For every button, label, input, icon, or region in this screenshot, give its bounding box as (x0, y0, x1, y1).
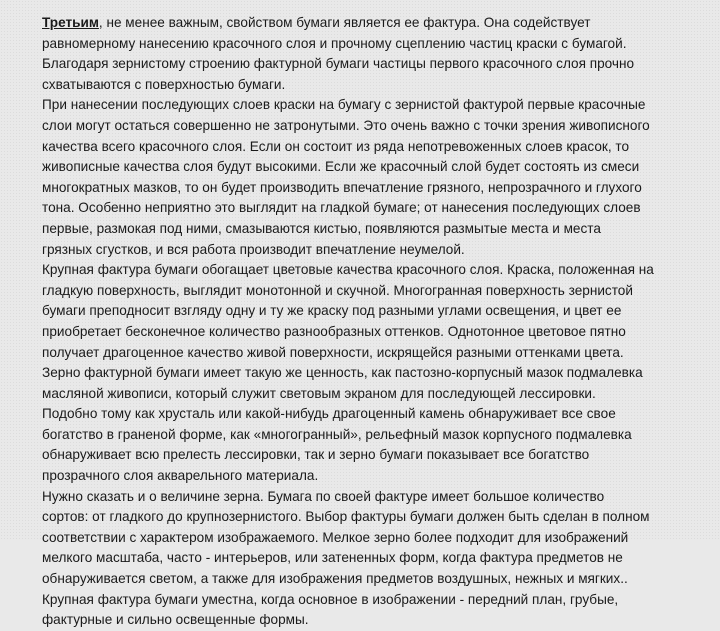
text-line: приобретает бесконечное количество разнообразных оттенков. Однотонное цветовое пятно (42, 323, 626, 339)
first-line-text: , не менее важным, свойством бумаги является ее фактура. Она содействует (98, 15, 591, 30)
lead-word: Третьим (42, 15, 99, 30)
text-line: грязных сгустков, и вся работа производит впечатление неумелой. (42, 241, 465, 257)
text-line: Зерно фактурной бумаги имеет такую же ценность, как пастозно-корпусный мазок подмалевка (42, 365, 643, 381)
text-line: живописные качества слоя будут высокими. Если же красочный слой будет состоять из смеси (42, 159, 640, 175)
text-lines (42, 34, 712, 631)
text-line: обнаруживает всю прелесть лессировки, так и зерно бумаги показывает все богатство (42, 447, 590, 463)
text-line: Крупная фактура бумаги обогащает цветовые качества красочного слоя. Краска, положенная на (42, 262, 654, 278)
text-line: Нужно сказать и о величине зерна. Бумага по своей фактуре имеет большое количество (42, 488, 605, 504)
text-line: гладкую поверхность, выглядит монотонной и скучной. Многогранная поверхность зернистой (42, 282, 633, 298)
text-line: качества всего красочного слоя. Если он состоит из ряда непотревоженных слоев красок, то (42, 138, 630, 154)
text-line: Крупная фактура бумаги уместна, когда основное в изображении - передний план, грубые, (42, 591, 619, 607)
text-line: обнаруживается светом, а также для изображения предметов воздушных, нежных и мягких.. (42, 571, 628, 587)
text-line: сортов: от гладкого до крупнозернистого. Выбор фактуры бумаги должен быть сделан в полном (42, 509, 650, 525)
text-line: масляной живописи, который служит световым экраном для последующей лессировки. (42, 385, 596, 401)
text-line: равномерному нанесению красочного слоя и прочному сцеплению частиц краски с бумагой. (42, 35, 627, 51)
text-line: фактурные и сильно освещенные формы. (42, 612, 309, 628)
text-line: богатство в граненой форме, как «многогранный», рельефный мазок корпусного подмалевка (42, 426, 632, 442)
document-body (42, 13, 712, 631)
text-line: бумаги преподносит взгляду одну и ту же краску под разными углами освещения, и цвет ее (42, 303, 622, 319)
text-line: прозрачного слоя акварельного материала. (42, 468, 319, 484)
text-line: соответствии с характером изображаемого. Мелкое зерно более подходит для изображений (42, 529, 629, 545)
text-line (42, 13, 712, 34)
text-line: получает драгоценное качество живой поверхности, искрящейся разными оттенками цвета. (42, 344, 624, 360)
text-line: многократных мазков, то он будет производить впечатление грязного, непрозрачного и глухого (42, 179, 642, 195)
text-line: Подобно тому как хрусталь или какой-нибудь драгоценный камень обнаруживает все свое (42, 406, 616, 422)
text-line: тона. Особенно неприятно это выглядит на гладкой бумаге; от нанесения последующих слоев (42, 200, 641, 216)
text-line: мелкого масштаба, часто - интерьеров, или затененных форм, когда фактура предметов не (42, 550, 623, 566)
text-line: первые, размокая под ними, смазываются кистью, появляются размытые места и места (42, 220, 601, 236)
text-line: слои могут остаться совершенно не затронутыми. Это очень важно с точки зрения живописного (42, 117, 650, 133)
text-line: схватываются с поверхностью бумаги. (42, 76, 286, 92)
text-line: При нанесении последующих слоев краски на бумагу с зернистой фактурой первые красочные (42, 97, 646, 113)
text-line: Благодаря зернистому строению фактурной бумаги частицы первого красочного слоя прочно (42, 56, 635, 72)
